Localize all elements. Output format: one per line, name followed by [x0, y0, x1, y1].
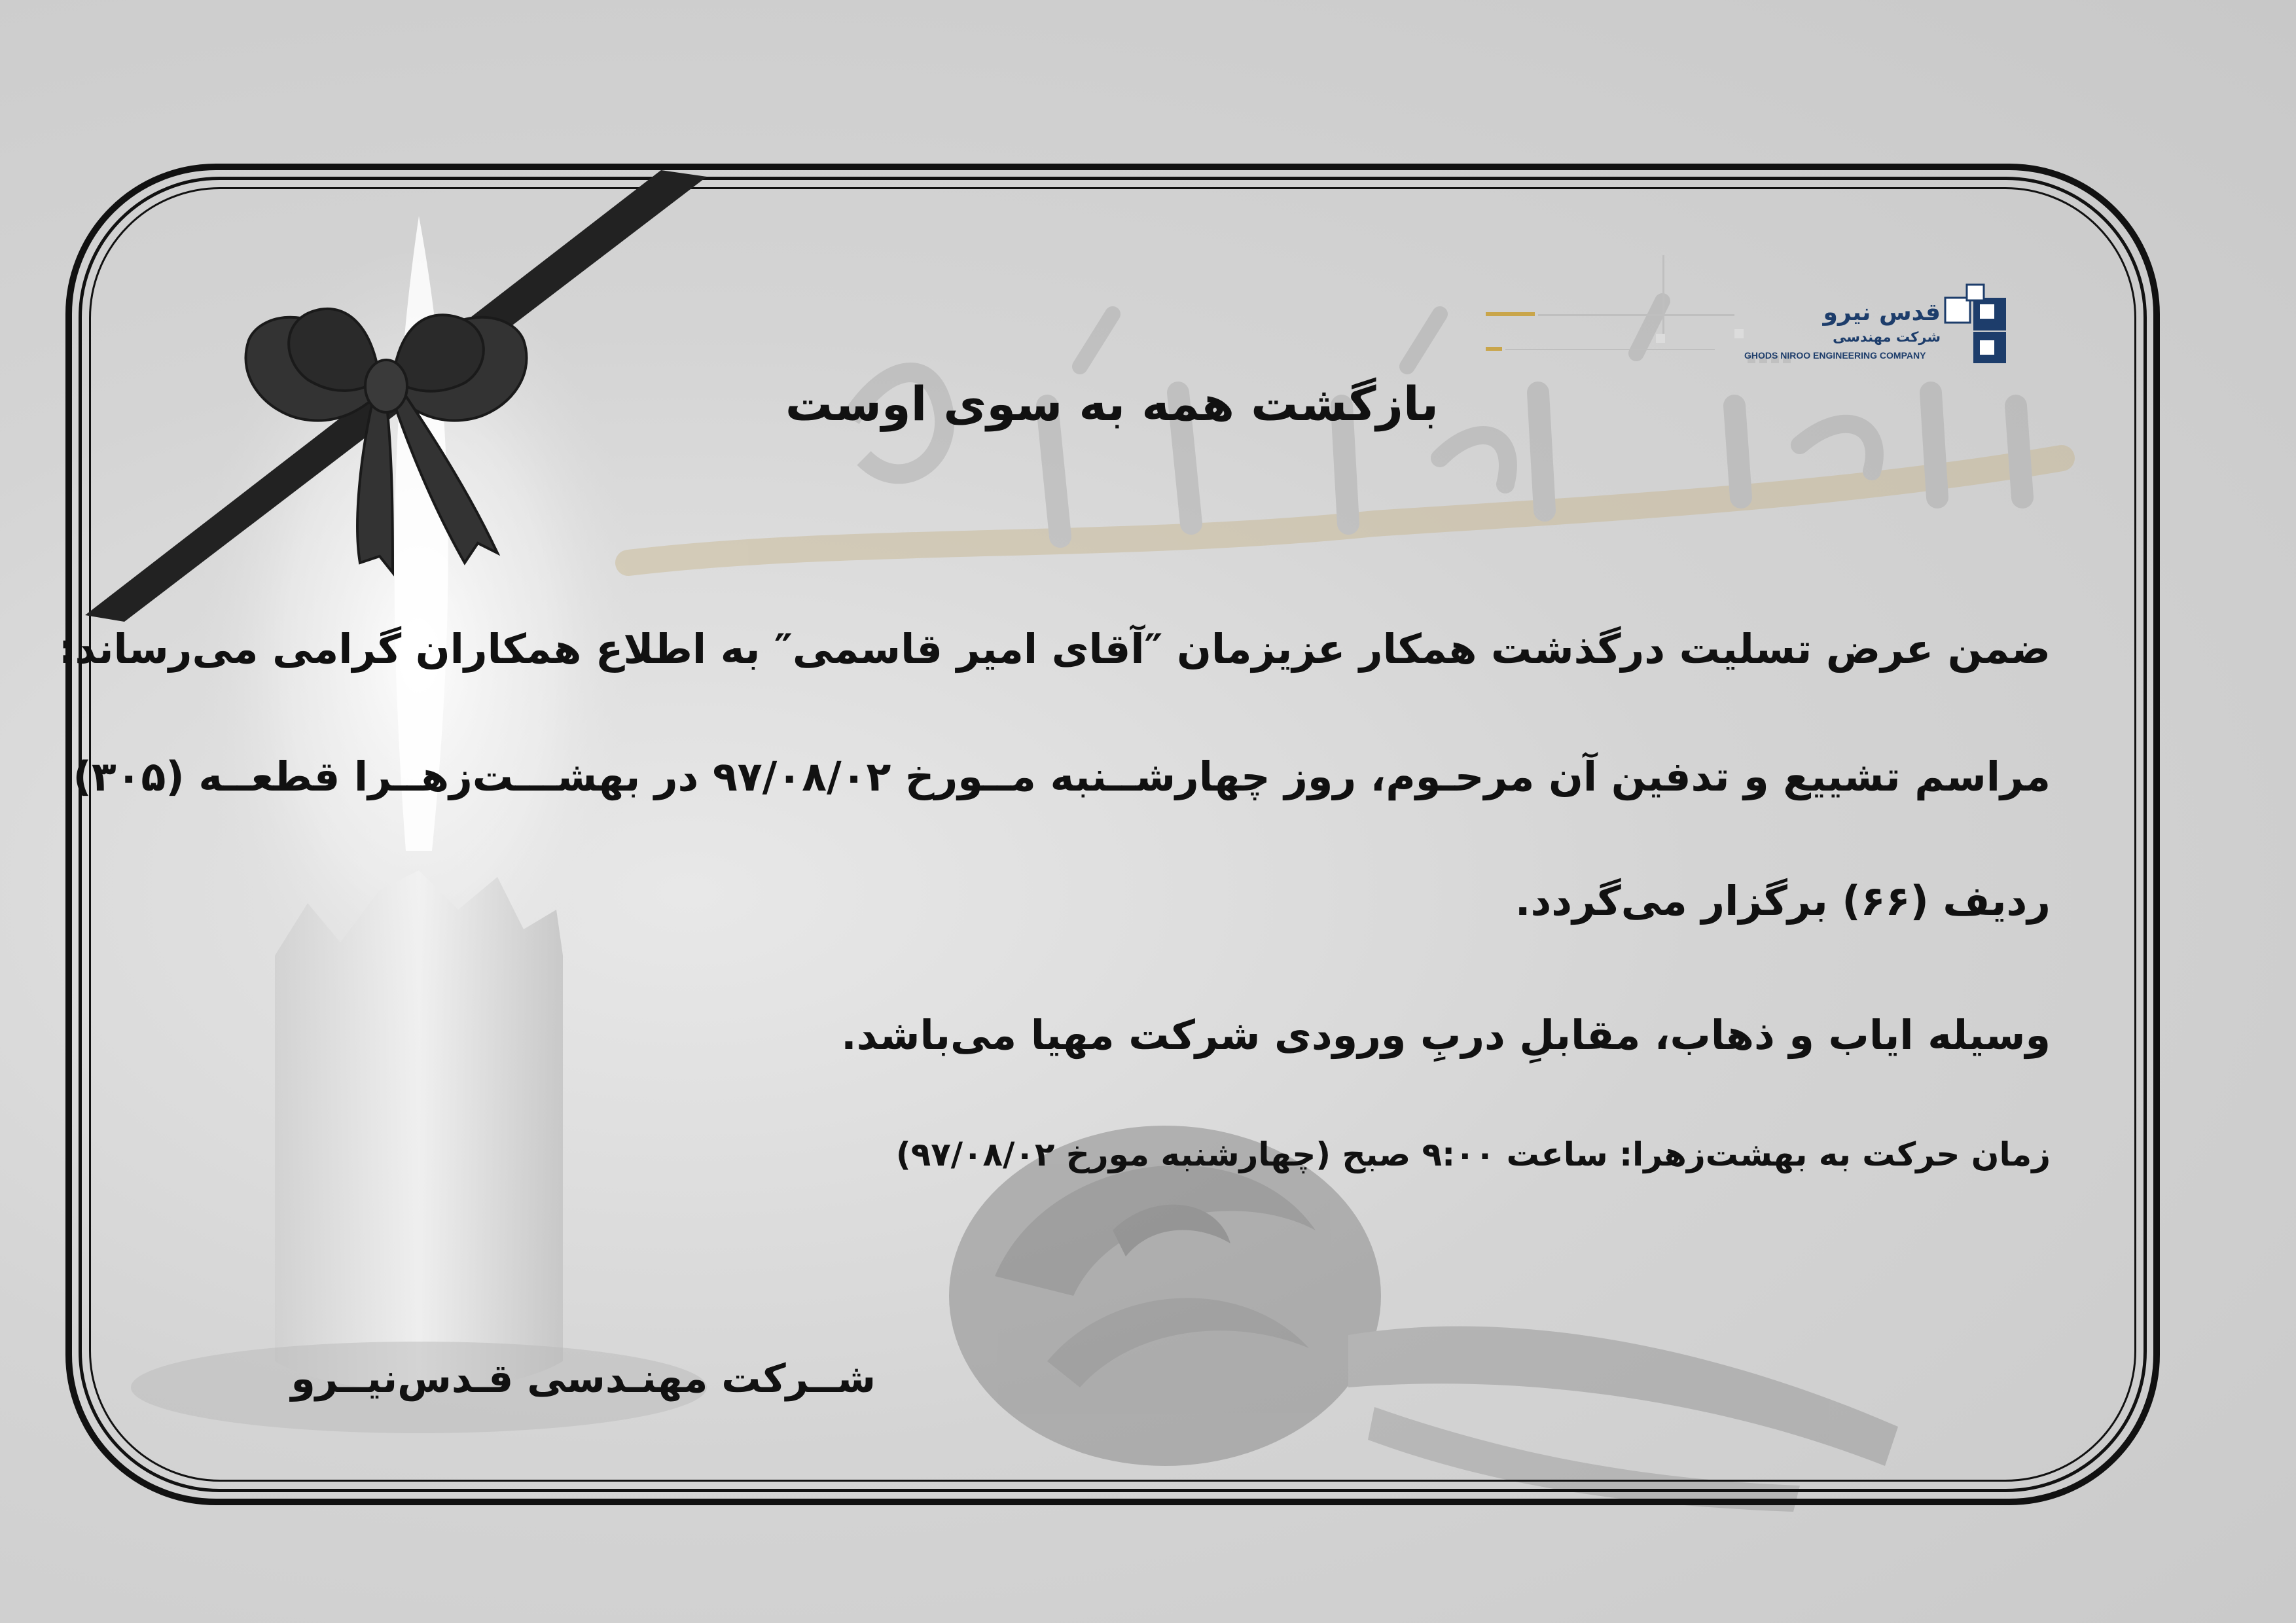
notice-paragraph-transport: وسیله ایاب و ذهاب، مقابلِ دربِ ورودی شرکت مهیا می‌باشد. [841, 1011, 2051, 1059]
notice-signature: شــرکت مهنـدسی قـدس‌نیــرو [291, 1356, 876, 1402]
logo-name-fa: قدس نیرو [1823, 299, 1941, 326]
black-mourning-ribbon-icon [85, 170, 707, 628]
notice-paragraph-row: ردیف (۶۶) برگزار می‌گردد. [1515, 877, 2051, 925]
notice-paragraph-condolence: ضمن عرض تسلیت درگذشت همکار عزیزمان ″آقای امیر قاسمی″ به اطلاع همکاران گرامی می‌رساند: [58, 625, 2051, 673]
notice-title: بازگشت همه به سوی اوست [785, 376, 1439, 431]
notice-paragraph-departure-time: زمان حرکت به بهشت‌زهرا: ساعت ۹:۰۰ صبح (چهارشنبه مورخ ۹۷/۰۸/۰۲) [895, 1135, 2051, 1173]
logo-name-en: GHODS NIROO ENGINEERING COMPANY [1744, 350, 1926, 361]
company-logo [1486, 252, 2009, 376]
logo-subtitle-fa: شرکت مهندسی [1833, 329, 1941, 345]
notice-paragraph-ceremony: مراسم تشییع و تدفین آن مرحـوم، روز چهارشــنبه مــورخ ۹۷/۰۸/۰۲ در بهشـــت‌زهــرا قطعــه (۳۰۵) [73, 753, 2051, 800]
